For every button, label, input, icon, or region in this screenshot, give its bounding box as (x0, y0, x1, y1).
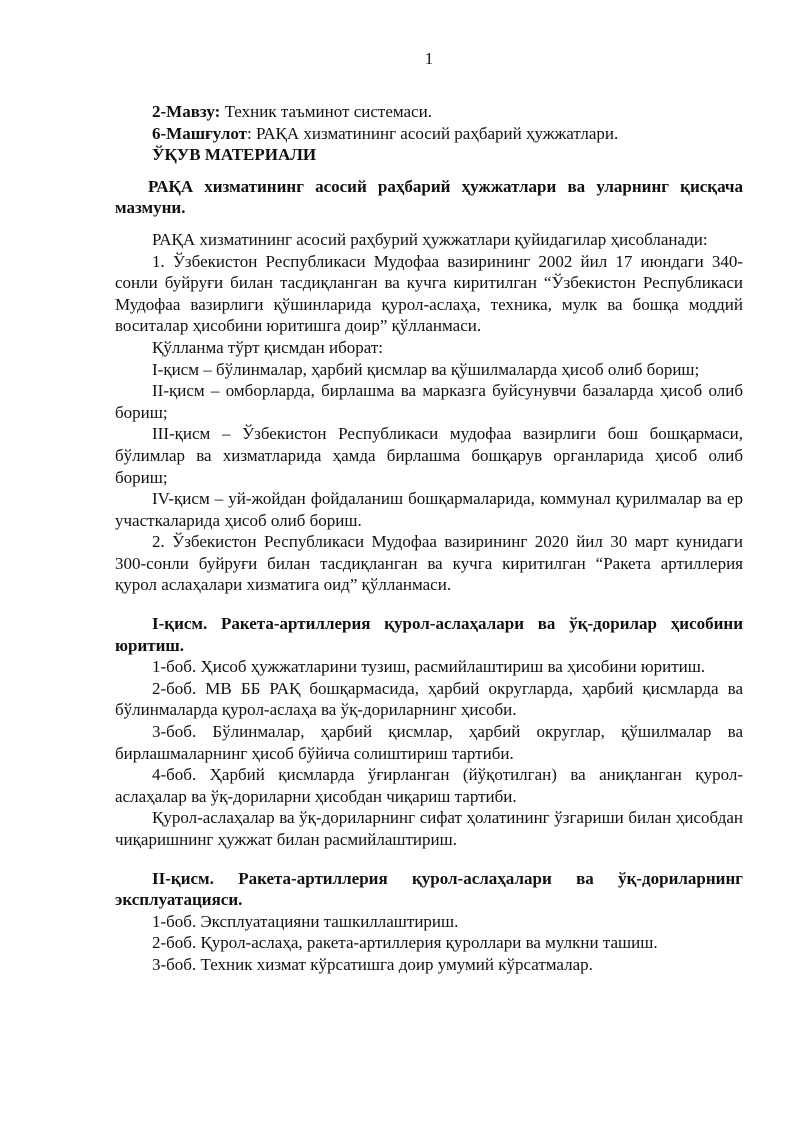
paragraph: I-қисм – бўлинмалар, ҳарбий қисмлар ва қўшилмаларда ҳисоб олиб бориш; (152, 359, 700, 379)
lesson-text: : РАҚА хизматининг асосий раҳбарий ҳужжатлари. (247, 123, 619, 143)
paragraph: 2. Ўзбекистон Республикаси Мудофаа вазирининг 2020 йил 30 март кунидаги 300-сонли буйруғи билан тасдиқланган ва кучга киритилган “Ракета артиллерия қурол аслаҳалари хизматига оид” қўлланмаси. (115, 532, 743, 595)
paragraph: II-қисм – омборларда, бирлашма ва марказга буйсунувчи базаларда ҳисоб олиб бориш; (115, 381, 743, 422)
part1-title: I-қисм. Ракета-артиллерия қурол-аслаҳалари ва ўқ-дорилар ҳисобини юритиш. (115, 614, 743, 655)
part2-item: 1-боб. Эксплуатацияни ташкиллаштириш. (152, 911, 459, 931)
part1-item: 1-боб. Ҳисоб ҳужжатларини тузиш, расмийлаштириш ва ҳисобини юритиш. (152, 657, 706, 677)
part1-item: 2-боб. МВ ББ РАҚ бошқармасида, ҳарбий округларда, ҳарбий қисмларда ва бўлинмаларда қурол-аслаҳа ва ўқ-дориларнинг ҳисоби. (115, 678, 743, 720)
main-title: ЎҚУВ МАТЕРИАЛИ (152, 145, 317, 165)
paragraph: III-қисм – Ўзбекистон Республикаси мудофаа вазирлиги бош бошқармаси, бўлимлар ва хизматларида ҳамда бирлашма бошқарув органларида ҳисоб олиб бориш; (115, 424, 743, 487)
part2-item: 2-боб. Қурол-аслаҳа, ракета-артиллерия қуроллари ва мулкни ташиш. (152, 933, 658, 953)
part1-item: Қурол-аслаҳалар ва ўқ-дориларнинг сифат ҳолатининг ўзгариши билан ҳисобдан чиқаришнинг ҳужжат билан расмийлаштириш. (115, 808, 743, 849)
part2-item: 3-боб. Техник хизмат кўрсатишга доир умумий кўрсатмалар. (152, 954, 593, 974)
section-title: РАҚА хизматининг асосий раҳбарий ҳужжатлари ва уларнинг қисқача мазмуни. (115, 176, 743, 218)
document-body (115, 101, 743, 976)
part1-item: 4-боб. Ҳарбий қисмларда ўғирланган (йўқотилган) ва аниқланган қурол-аслаҳалар ва ўқ-дориларни ҳисобдан чиқариш тартиби. (115, 765, 743, 806)
part2-title: II-қисм. Ракета-артиллерия қурол-аслаҳалари ва ўқ-дориларнинг эксплуатацияси. (115, 868, 743, 910)
paragraph: IV-қисм – уй-жойдан фойдаланиш бошқармаларида, коммунал қурилмалар ва ер участкаларида ҳисоб олиб бориш. (115, 489, 743, 530)
lesson-line (115, 123, 743, 145)
page-number: 1 (424, 49, 434, 68)
paragraph: РАҚА хизматининг асосий раҳбурий ҳужжатлари қуйидагилар ҳисобланади: (152, 229, 708, 249)
topic-line (115, 101, 743, 123)
topic-text: Техник таъминот системаси. (220, 102, 432, 121)
paragraph: 1. Ўзбекистон Республикаси Мудофаа вазирининг 2002 йил 17 июндаги 340-сонли буйруғи билан тасдиқланган ва кучга киритилган “Ўзбекистон Республикаси Мудофаа вазирлиги қўшинларида қурол-аслаҳа, техника, мулк ва бошқа моддий воситалар ҳисобини юритишга доир” қўлланмаси. (115, 251, 743, 336)
paragraph: Қўлланма тўрт қисмдан иборат: (152, 337, 383, 357)
lesson-label: 6-Машғулот (152, 123, 248, 143)
part1-item: 3-боб. Бўлинмалар, ҳарбий қисмлар, ҳарбий округлар, қўшилмалар ва бирлашмаларнинг ҳисоб бўйича солиштириш тартиби. (115, 722, 743, 763)
topic-label: 2-Мавзу: (152, 102, 221, 121)
